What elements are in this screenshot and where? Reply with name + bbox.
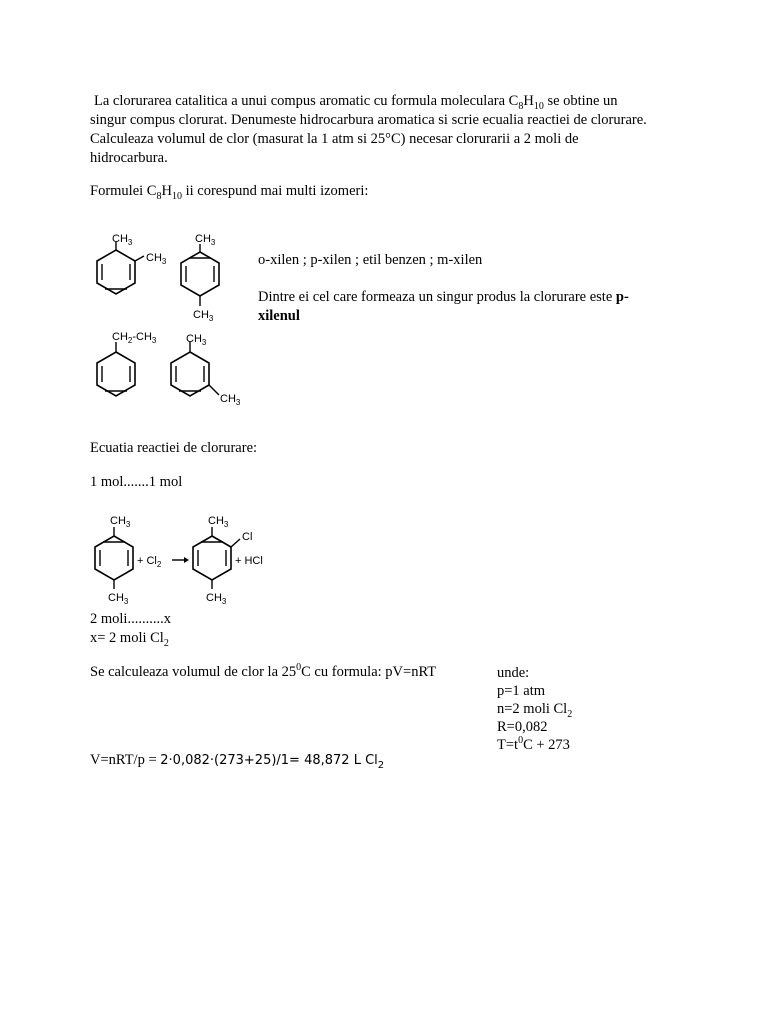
svg-text:CH3: $CH_3$ [208, 515, 229, 529]
equation-title: Ecuatia reactiei de clorurare: [90, 440, 258, 456]
svg-text:CH3: $CH_3$ [206, 592, 227, 606]
variables-list: unde: p=1 atm n=2 moli $Cl_2$ R=0,082 $T=t^0C + 273$ [497, 665, 573, 753]
plus-cl2: + $Cl_2$ [137, 555, 162, 569]
svg-text:CH3: $CH_3$ [108, 592, 129, 606]
calc-line: Se calculeaza volumul de clor la $25^0C$ cu formula: pV=nRT [90, 662, 437, 680]
svg-text:CH3: $CH_3$ [220, 393, 241, 407]
m-xylene-structure [171, 333, 241, 407]
svg-text:CH3: $CH_3$ [193, 309, 214, 323]
problem-text: La clorurarea catalitica a unui compus aromatic cu formula moleculara $C_8H_{10}$ se obtine un singur compus clorurat. Denumeste hidrocarbura aromatica si scrie ecualia reactiei de clorurare. Calculeaza volumul de clor (masurat la 1 atm si 25°C) necesar clorurarii a 2 moli de hidrocarbura. [90, 93, 647, 166]
ethylbenzene-structure [97, 331, 157, 396]
svg-text:CH3: $CH_3$ [112, 233, 133, 247]
mol-ratio: 1 mol.......1 mol [90, 474, 183, 490]
svg-text:CH3: $CH_3$ [110, 515, 131, 529]
p-xylene-reactant [95, 515, 133, 606]
volume-result: V=nRT/p = 2·0,082·(273+25)/1= 48,872 L $Cl_2$ [90, 752, 385, 771]
svg-text:CH3: $CH_3$ [195, 233, 216, 247]
isomers-intro: Formulei $C_8H_{10}$ ii corespund mai multi izomeri: [90, 183, 369, 202]
isomer-answer: Dintre ei cel care formeaza un singur produs la clorurare este p- xilenul [258, 289, 629, 324]
isomer-structures [80, 228, 260, 418]
p-xylene-structure [181, 233, 219, 323]
reaction-scheme [84, 512, 284, 610]
svg-text:CH3: $CH_3$ [146, 252, 167, 266]
plus-hcl: + HCl [235, 555, 263, 567]
moles-calc: 2 moli..........x x= 2 moli $Cl_2$ [90, 611, 171, 649]
o-xylene-structure [97, 233, 167, 294]
svg-text:CH2-CH3: $CH_2-CH_3$ [112, 331, 157, 345]
svg-text:CH3: $CH_3$ [186, 333, 207, 347]
svg-text:Cl: Cl [242, 531, 253, 543]
isomer-names: o-xilen ; p-xilen ; etil benzen ; m-xilen [258, 252, 483, 268]
